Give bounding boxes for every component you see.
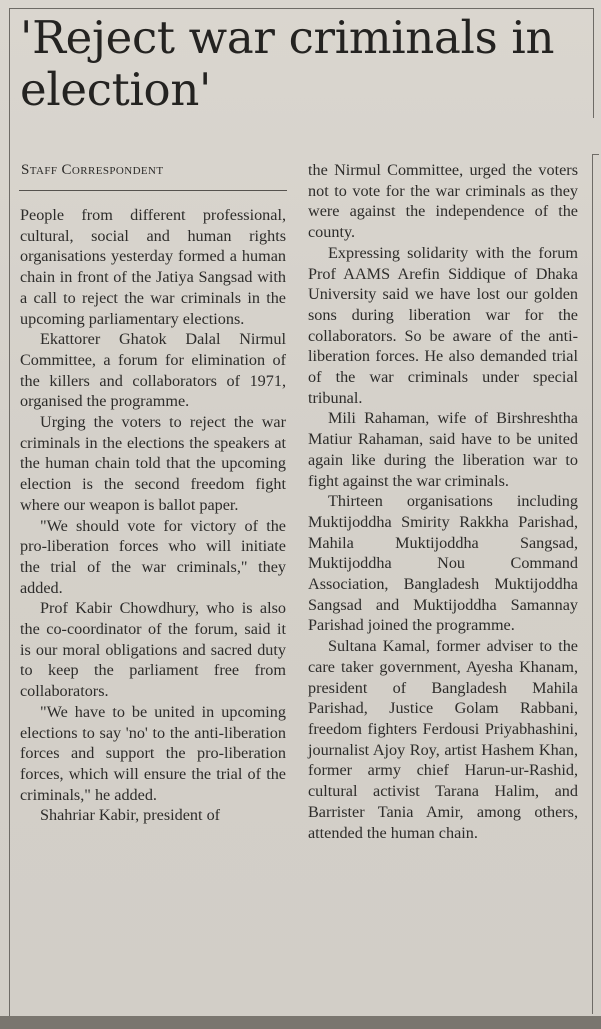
paragraph: Ekattorer Ghatok Dalal Nirmul Committee, a forum for elimination of the killers and collaborators of 1971, organised the programme. bbox=[20, 330, 286, 411]
article-column-1 bbox=[20, 205, 286, 826]
paragraph: Thirteen organisations including Muktijoddha Smirity Rakkha Parishad, Mahila Muktijoddha Sangsad, Muktijoddha Nou Command Association, Bangladesh Muktijoddha Sangsad and Muktijoddha Samannay Parishad joined the programme. bbox=[308, 492, 578, 635]
paragraph: Mili Rahaman, wife of Birshreshtha Matiur Rahaman, said have to be united again like during the liberation war to fight against the war criminals. bbox=[308, 409, 578, 490]
paragraph: "We should vote for victory of the pro-liberation forces who will initiate the trial of the war criminals," they added. bbox=[20, 516, 286, 597]
paragraph: "We have to be united in upcoming elections to say 'no' to the anti-liberation forces and support the pro-liberation forces, which will ensure the trial of the criminals," he added. bbox=[20, 702, 286, 804]
scan-bottom-edge bbox=[0, 1016, 601, 1029]
paragraph: Shahriar Kabir, president of bbox=[40, 806, 221, 825]
paragraph: Prof Kabir Chowdhury, who is also the co-coordinator of the forum, said it is our moral obligations and sacred duty to keep the parliament free from collaborators. bbox=[20, 599, 286, 701]
paragraph: Expressing solidarity with the forum Prof AAMS Arefin Siddique of Dhaka University said we have lost our golden sons during liberation war for the collaborators. So be aware of the anti-liberation forces. He also demanded trial of the war criminals under special tribunal. bbox=[308, 243, 578, 407]
byline-divider bbox=[19, 190, 287, 191]
article-column-2 bbox=[308, 160, 578, 843]
left-border-rule bbox=[9, 8, 10, 1018]
adjacent-column-rule bbox=[592, 154, 593, 1014]
right-border-rule bbox=[593, 8, 594, 118]
paragraph: People from different professional, cultural, social and human rights organisations yesterday formed a human chain in front of the Jatiya Sangsad with a call to reject the war criminals in the upcoming parliamentary elections. bbox=[20, 206, 286, 328]
headline: 'Reject war criminals in election' bbox=[20, 11, 555, 116]
top-border-rule bbox=[9, 8, 594, 9]
adjacent-column-rule-tick bbox=[593, 154, 599, 155]
paragraph: the Nirmul Committee, urged the voters not to vote for the war criminals as they were against the independence of the county. bbox=[308, 161, 578, 242]
paragraph: Urging the voters to reject the war criminals in the elections the speakers at the human chain told that the upcoming election is the second freedom fight where our weapon is ballot paper. bbox=[20, 413, 286, 514]
paragraph: Sultana Kamal, former adviser to the care taker government, Ayesha Khanam, president of Bangladesh Mahila Parishad, Justice Golam Rabbani, freedom fighters Ferdousi Priyabhashini, journalist Ajoy Roy, artist Hashem Khan, former army chief Harun-ur-Rashid, cultural activist Tarana Halim, and Barrister Tania Amir, among others, attended the human chain. bbox=[308, 637, 578, 842]
byline: Staff Correspondent bbox=[21, 162, 164, 178]
